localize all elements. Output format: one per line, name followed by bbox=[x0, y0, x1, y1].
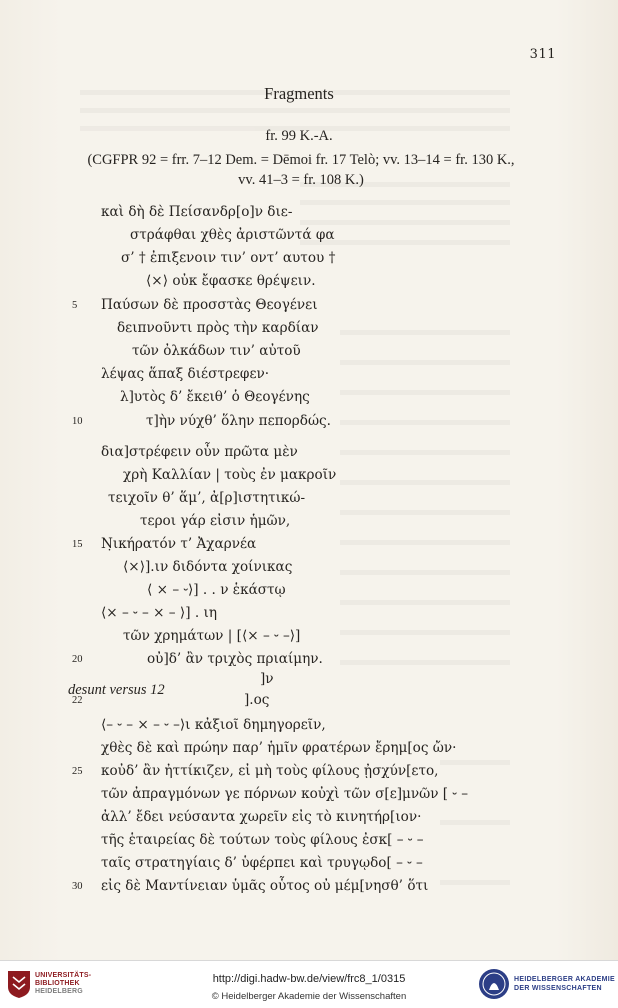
verse-line: καὶ δὴ δὲ Πείσανδρ[ο]ν διε- bbox=[101, 204, 293, 220]
academy-label bbox=[514, 975, 615, 993]
verse-line: ⟨×⟩ οὐκ ἔφασκε θρέψειν. bbox=[146, 273, 316, 289]
verse-line: ⟨– ⏑ – × – ⏑ –⟩ι κἀξιοῖ δημηγορεῖν, bbox=[101, 717, 326, 733]
verse-line: ἀλλ’ ἔδει νεύσαντα χωρεῖν εἰς τὸ κινητήρ[ιον· bbox=[101, 809, 422, 825]
verse-line: κοὐδ’ ἂν ἠττίκιζεν, εἰ μὴ τοὺς φίλους ᾐσχύν[ετο, bbox=[101, 763, 439, 779]
verse-line: ⟨× – ⏑ – × – ⟩] . ιη bbox=[101, 605, 217, 621]
verse-line: ]ν bbox=[260, 671, 274, 687]
verse-line: τῶν ἀπραγμόνων γε πόρνων κοὐχὶ τῶν σ[ε]μνῶν [ ⏑ – bbox=[101, 786, 469, 802]
verse-line: εἰς δὲ Μαντίνειαν ὑμᾶς οὗτος οὐ μέμ[νησθ’ ὅτι bbox=[101, 878, 429, 894]
line-number: 22 bbox=[72, 695, 83, 706]
verse-line: λ]υτὸς δ’ ἔκειθ’ ὁ Θεογένης bbox=[120, 389, 310, 405]
line-number: 30 bbox=[72, 881, 83, 892]
verse-line: τεροι γάρ εἰσιν ἡμῶν, bbox=[140, 513, 291, 529]
line-number: 5 bbox=[72, 300, 78, 311]
verse-line: οὐ]δ’ ἂν τριχὸς πριαίμην. bbox=[147, 651, 323, 667]
permalink[interactable]: http://digi.hadw-bw.de/view/frc8_1/0315 bbox=[212, 973, 406, 985]
footer-divider bbox=[0, 960, 618, 961]
library-name-line: BIBLIOTHEK bbox=[35, 980, 80, 987]
verse-line: τειχοῖν θ’ ἅμ’, ἀ[ρ]ιστητικώ- bbox=[108, 490, 306, 506]
verse-line: τ]ὴν νύχθ’ ὅλην πεπορδώς. bbox=[146, 413, 331, 429]
verse-line: δειπνοῦντι πρὸς τὴν καρδίαν bbox=[117, 320, 319, 336]
verse-line: ⟨ × – ⏑⟩] . . ν ἑκάστῳ bbox=[147, 582, 286, 598]
verse-line: Παύσων δὲ προσστὰς Θεογένει bbox=[101, 297, 318, 313]
lacuna-note: desunt versus 12 bbox=[68, 682, 165, 698]
copyright-notice: © Heidelberger Akademie der Wissenschaften bbox=[211, 991, 407, 1002]
academy-name-line: HEIDELBERGER AKADEMIE bbox=[514, 976, 615, 983]
line-number: 10 bbox=[72, 416, 83, 427]
section-title: Fragments bbox=[264, 84, 334, 103]
verse-line: ].ος bbox=[244, 692, 270, 708]
line-number: 25 bbox=[72, 766, 83, 777]
source-note-line: (CGFPR 92 = frr. 7–12 Dem. = Dēmoi fr. 17 Telò; vv. 13–14 = fr. 130 K., bbox=[87, 152, 515, 168]
source-note bbox=[68, 150, 534, 190]
verse-line: ⟨×⟩].ιν διδόντα χοίνικας bbox=[123, 559, 293, 575]
line-number: 15 bbox=[72, 539, 83, 550]
page-number: 311 bbox=[529, 47, 556, 62]
source-note-line: vv. 41–3 = fr. 108 K.) bbox=[238, 172, 364, 188]
academy-seal-icon bbox=[478, 968, 510, 1000]
verse-line: σ’ † ἐπιξενοιν τιν’ οντ’ αυτου † bbox=[121, 250, 336, 266]
viewer-footer bbox=[0, 960, 618, 1008]
verse-line: στράφθαι χθὲς ἀριστῶντά φα bbox=[130, 227, 335, 243]
library-name-line: UNIVERSITÄTS- bbox=[35, 972, 92, 979]
verse-line: τῶν χρημάτων | [⟨× – ⏑ –⟩] bbox=[123, 628, 301, 644]
verse-line: ταῖς στρατηγίαις δ’ ὑφέρπει καὶ τρυγῳδο[ – ⏑ – bbox=[101, 855, 423, 871]
verse-line: τῶν ὀλκάδων τιν’ αὐτοῦ bbox=[132, 343, 301, 359]
library-city: HEIDELBERG bbox=[35, 988, 83, 995]
line-number: 20 bbox=[72, 654, 83, 665]
academy-name-line: DER WISSENSCHAFTEN bbox=[514, 985, 602, 992]
verse-line: δια]στρέφειν οὖν πρῶτα μὲν bbox=[101, 444, 298, 460]
verse-line: Ν̣ικήρατόν τ’ Ἀχαρνέα bbox=[101, 536, 257, 552]
verse-line: χθὲς δὲ καὶ πρώην παρ’ ἡμῖν φρατέρων ἔρημ[ος ὤν· bbox=[101, 740, 457, 756]
verse-line: λέψας ἅπαξ διέστρεφεν· bbox=[101, 366, 270, 382]
fragment-heading: fr. 99 K.-A. bbox=[265, 128, 333, 144]
verse-line: τῆς ἑταιρείας δὲ τούτων τοὺς φίλους ἐσκ[ – ⏑ – bbox=[101, 832, 424, 848]
verse-line: χρὴ Καλλίαν | τοὺς ἐν μακροῖν bbox=[123, 467, 337, 483]
